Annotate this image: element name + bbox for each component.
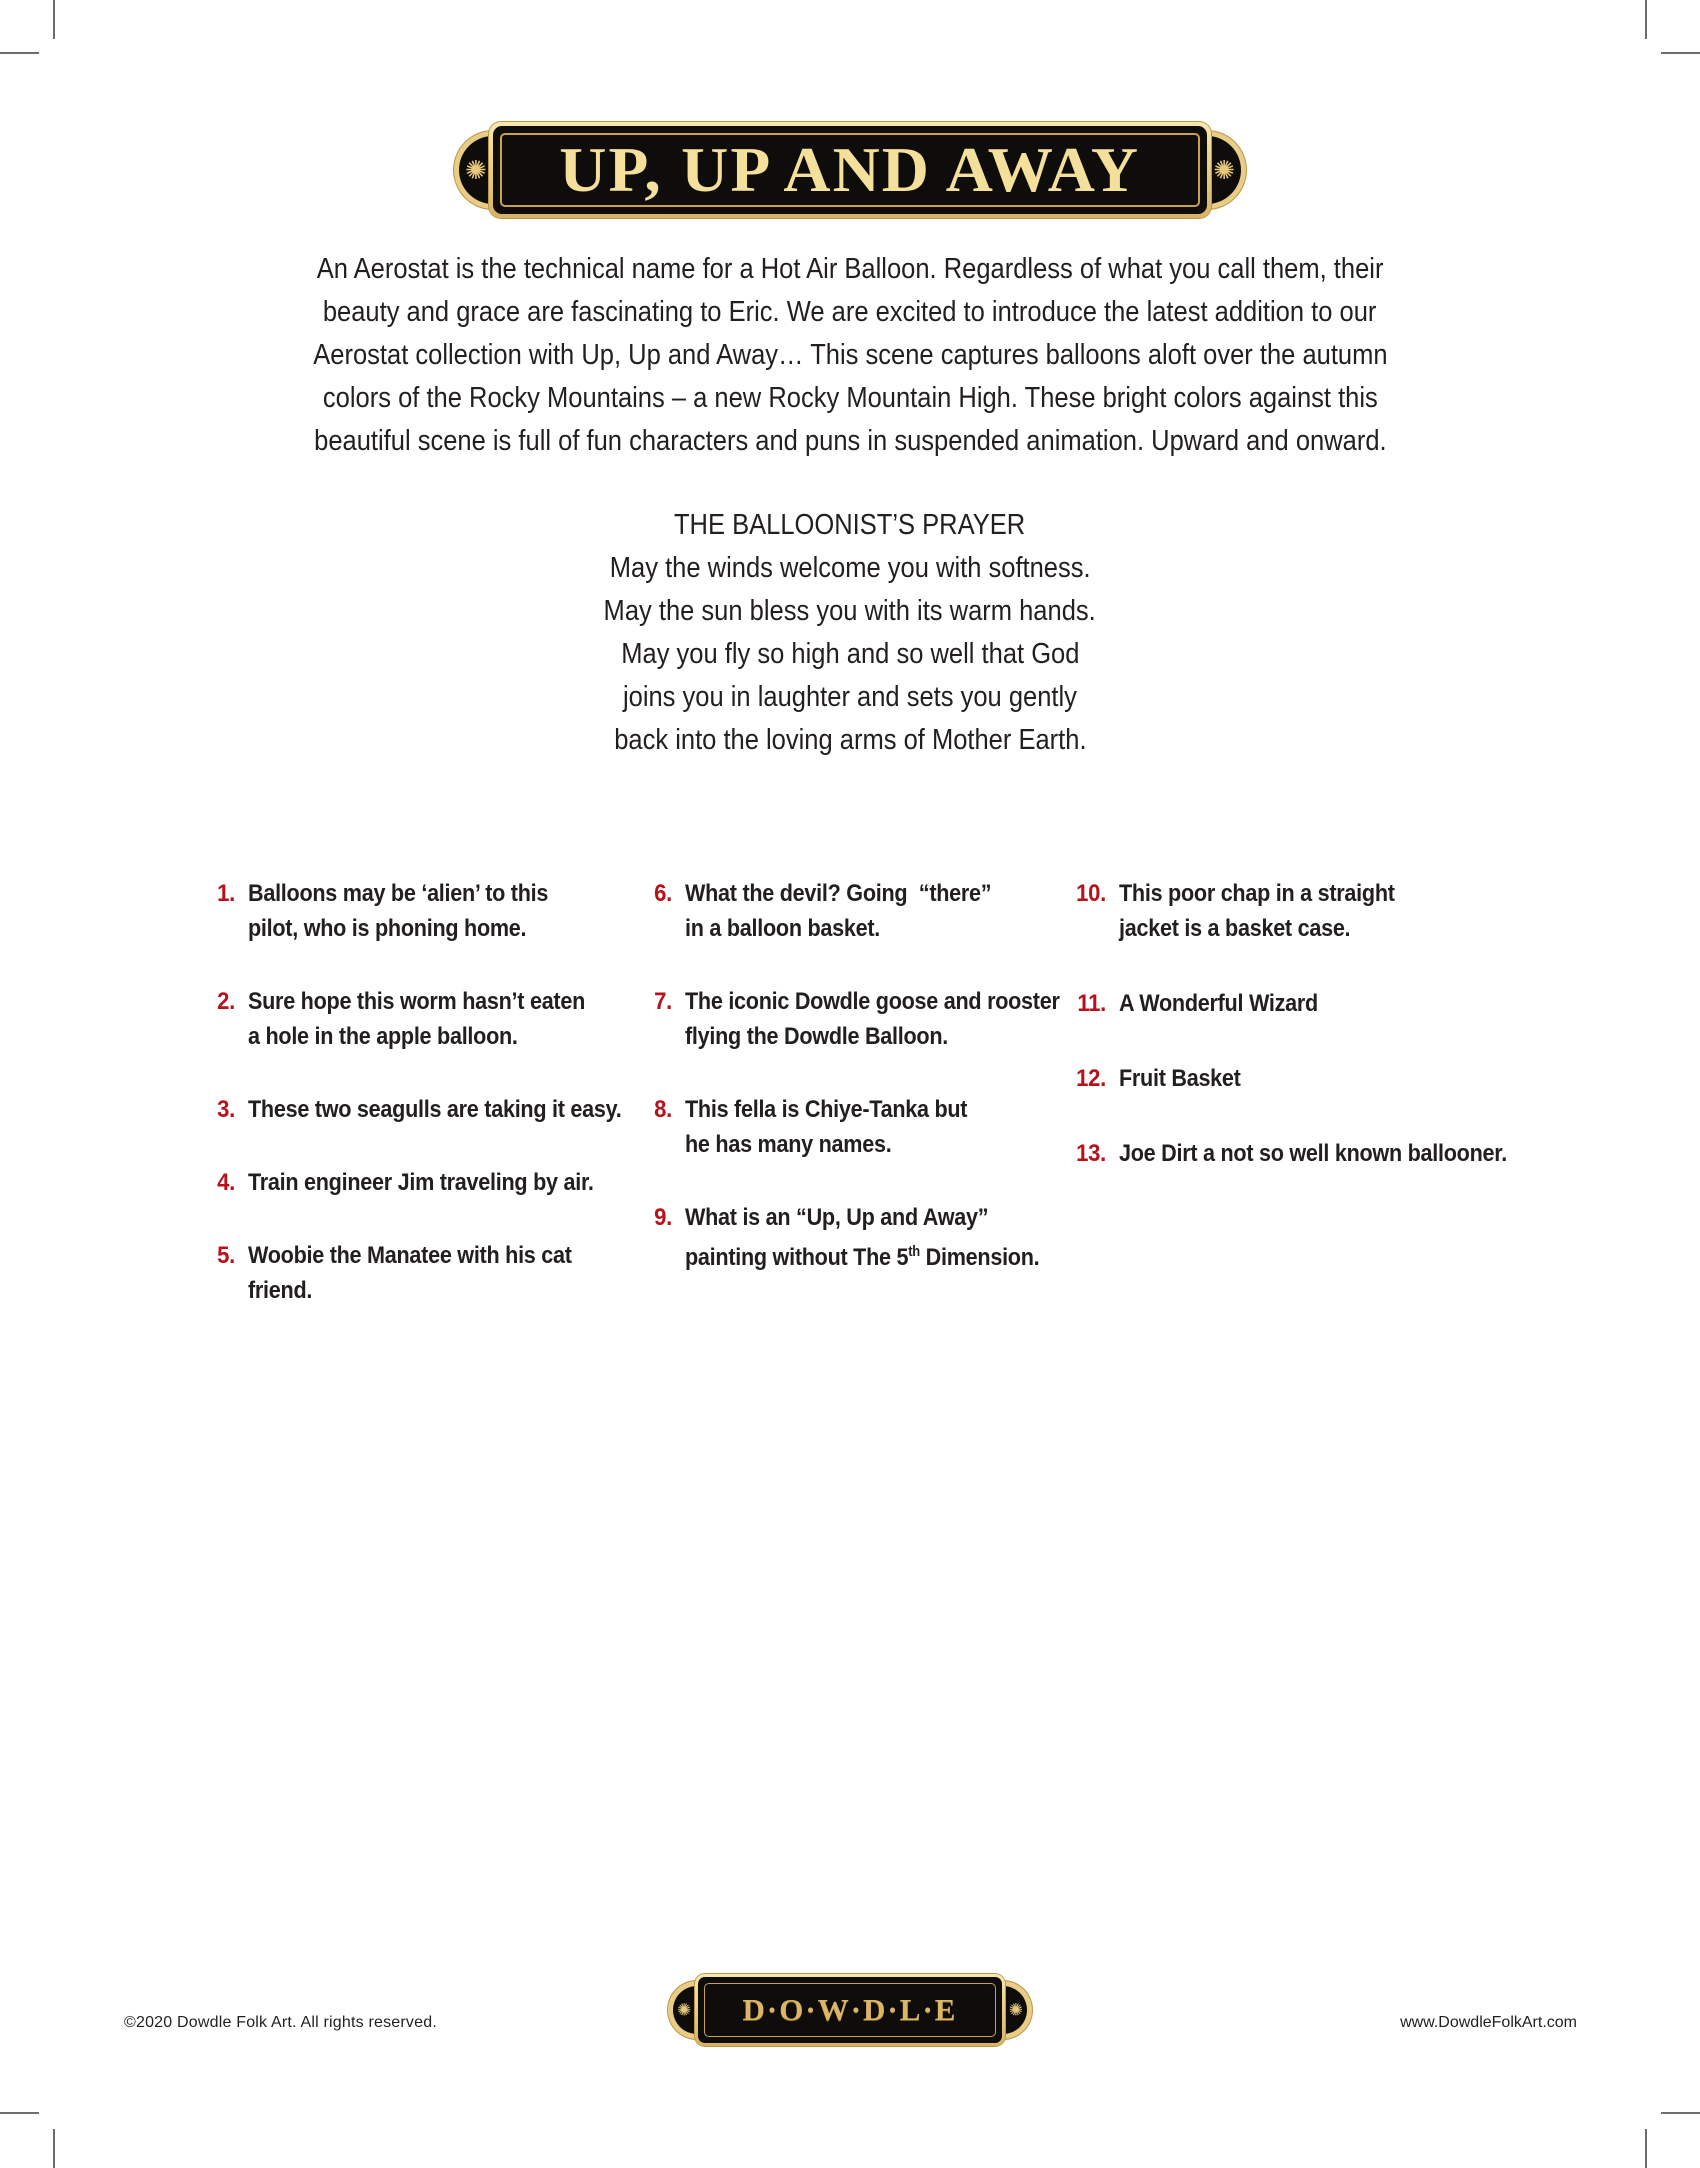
crop-mark bbox=[1645, 2129, 1647, 2168]
prayer-line: joins you in laughter and sets you gently bbox=[623, 681, 1077, 713]
list-item-text bbox=[248, 1238, 622, 1308]
list-item-line: in a balloon basket. bbox=[685, 915, 881, 942]
list-item-text bbox=[1119, 1061, 1241, 1096]
list-item bbox=[203, 1092, 663, 1127]
list-item-number: 5. bbox=[217, 1242, 235, 1269]
crop-mark bbox=[0, 52, 39, 54]
prayer-line: May the sun bless you with its warm hands. bbox=[603, 595, 1097, 627]
list-item bbox=[203, 1238, 663, 1308]
prayer-block bbox=[0, 504, 1700, 762]
list-item-number: 7. bbox=[654, 988, 672, 1015]
list-item-number: 9. bbox=[654, 1204, 672, 1231]
fan-ornament-icon: ✺ bbox=[677, 2000, 692, 2020]
list-item-line: Woobie the Manatee with his cat friend. bbox=[248, 1242, 578, 1304]
list-item-text bbox=[248, 876, 548, 946]
list-item bbox=[640, 876, 1110, 946]
page-title-banner bbox=[465, 122, 1235, 218]
list-item-text bbox=[685, 1200, 1039, 1275]
list-item bbox=[203, 984, 663, 1054]
list-item-line: This fella is Chiye-Tanka but bbox=[685, 1096, 968, 1123]
list-item-text bbox=[1119, 986, 1318, 1021]
list-item-line: Sure hope this worm hasn’t eaten bbox=[248, 988, 586, 1015]
prayer-title: THE BALLOONIST’S PRAYER bbox=[674, 509, 1026, 541]
list-item-line: This poor chap in a straight bbox=[1119, 880, 1395, 907]
list-item-line-part: Dimension. bbox=[919, 1244, 1040, 1271]
fan-ornament-icon: ✺ bbox=[1008, 2000, 1023, 2020]
list-item-number: 13. bbox=[1076, 1140, 1106, 1167]
list-item-text bbox=[248, 984, 585, 1054]
crop-mark bbox=[53, 2129, 55, 2168]
intro-line: beautiful scene is full of fun characters and puns in suspended animation. Upward and onward. bbox=[313, 425, 1387, 457]
list-item-text bbox=[685, 876, 991, 946]
list-item-line: Fruit Basket bbox=[1119, 1065, 1241, 1092]
list-item-number: 6. bbox=[654, 880, 672, 907]
list-item-number: 1. bbox=[217, 880, 235, 907]
intro-line: Aerostat collection with Up, Up and Away… This scene captures balloons aloft over the autumn bbox=[312, 339, 1388, 371]
banner-pinstripe bbox=[704, 1983, 996, 2037]
intro-line: colors of the Rocky Mountains – a new Rocky Mountain High. These bright colors against this bbox=[322, 382, 1378, 414]
fan-ornament-icon: ✺ bbox=[465, 155, 487, 185]
list-item-text bbox=[1119, 1136, 1507, 1171]
list-item bbox=[1066, 1061, 1606, 1096]
banner-pinstripe bbox=[500, 133, 1200, 207]
superscript-th: th bbox=[908, 1244, 920, 1260]
list-item-line: Train engineer Jim traveling by air. bbox=[248, 1169, 594, 1196]
list-item-text bbox=[248, 1165, 594, 1200]
intro-line: An Aerostat is the technical name for a Hot Air Balloon. Regardless of what you call them, their bbox=[316, 253, 1384, 285]
list-item-text bbox=[685, 984, 1060, 1054]
list-item-line: pilot, who is phoning home. bbox=[248, 915, 527, 942]
list-column-1 bbox=[203, 876, 663, 1346]
list-item-line: A Wonderful Wizard bbox=[1119, 990, 1318, 1017]
list-item-line: What the devil? Going “there” bbox=[685, 880, 992, 907]
list-item-number: 11. bbox=[1077, 990, 1106, 1017]
list-item-line: flying the Dowdle Balloon. bbox=[685, 1023, 948, 1050]
list-item-line: These two seagulls are taking it easy. bbox=[248, 1096, 622, 1123]
dowdle-logo-banner bbox=[677, 1974, 1023, 2046]
list-item-text bbox=[248, 1092, 622, 1127]
list-item-line: a hole in the apple balloon. bbox=[248, 1023, 518, 1050]
intro-line: beauty and grace are fascinating to Eric. We are excited to introduce the latest addition to our bbox=[323, 296, 1377, 328]
list-item bbox=[640, 1200, 1110, 1275]
crop-mark bbox=[1661, 52, 1700, 54]
list-item-text bbox=[1119, 876, 1395, 946]
list-item-line-part: painting without The 5 bbox=[685, 1244, 909, 1271]
dowdle-logo-text: D·O·W·D·L·E bbox=[742, 1992, 958, 2027]
crop-mark bbox=[0, 2112, 39, 2114]
list-item-number: 8. bbox=[654, 1096, 672, 1123]
list-item-text bbox=[685, 1092, 967, 1162]
list-item-line bbox=[685, 1235, 1039, 1275]
list-item bbox=[1066, 876, 1606, 946]
prayer-line: May you fly so high and so well that God bbox=[620, 638, 1080, 670]
list-item-line: jacket is a basket case. bbox=[1119, 915, 1351, 942]
list-item-line: The iconic Dowdle goose and rooster bbox=[685, 988, 1060, 1015]
crop-mark bbox=[53, 0, 55, 39]
list-item bbox=[1066, 986, 1606, 1021]
list-item bbox=[640, 1092, 1110, 1162]
list-item-number: 3. bbox=[217, 1096, 235, 1123]
website-url: www.DowdleFolkArt.com bbox=[1400, 2014, 1577, 2031]
fan-ornament-icon: ✺ bbox=[1213, 155, 1235, 185]
prayer-line: May the winds welcome you with softness. bbox=[609, 552, 1091, 584]
list-item-line: Joe Dirt a not so well known ballooner. bbox=[1119, 1140, 1507, 1167]
list-item bbox=[1066, 1136, 1606, 1171]
intro-paragraph bbox=[0, 248, 1700, 463]
prayer-line: back into the loving arms of Mother Earth. bbox=[613, 724, 1087, 756]
crop-mark bbox=[1661, 2112, 1700, 2114]
list-column-3 bbox=[1066, 876, 1606, 1211]
list-item-line: Balloons may be ‘alien’ to this bbox=[248, 880, 549, 907]
list-item bbox=[203, 876, 663, 946]
list-item-number: 4. bbox=[217, 1169, 235, 1196]
list-item bbox=[640, 984, 1110, 1054]
list-column-2 bbox=[640, 876, 1110, 1313]
copyright-text: ©2020 Dowdle Folk Art. All rights reserved. bbox=[124, 2014, 437, 2031]
list-item-number: 12. bbox=[1076, 1065, 1106, 1092]
crop-mark bbox=[1645, 0, 1647, 39]
list-item-line: he has many names. bbox=[685, 1131, 892, 1158]
list-item-number: 10. bbox=[1076, 880, 1106, 907]
list-item-number: 2. bbox=[217, 988, 235, 1015]
list-item-line: What is an “Up, Up and Away” bbox=[685, 1204, 989, 1231]
page-title: UP, UP AND AWAY bbox=[559, 134, 1141, 205]
list-item bbox=[203, 1165, 663, 1200]
